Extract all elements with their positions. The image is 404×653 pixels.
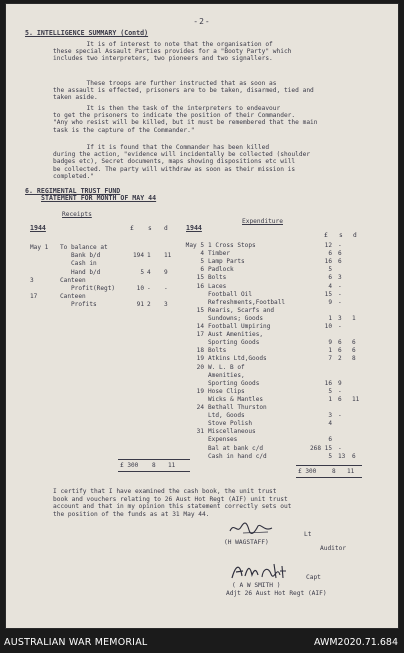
expenditure-date: 24 — [196, 404, 204, 411]
expenditure-date: 15 — [196, 274, 204, 282]
expenditure-pounds: 4 — [328, 282, 332, 290]
receipt-pounds: 91 — [136, 301, 144, 309]
paragraph-line: includes two interpreters, two pioneers and two signallers. — [53, 55, 273, 63]
expenditure-description: Laces — [208, 282, 227, 290]
expenditure-pounds: 16 — [324, 379, 332, 387]
expenditure-date: 31 — [196, 428, 204, 436]
auditor-rank: Lt — [304, 531, 312, 538]
expenditure-description: Sporting Goods — [208, 339, 260, 347]
receipt-shillings: 1 — [147, 252, 151, 260]
receipt-pence: 11 — [164, 252, 172, 260]
expenditure-description: Timber — [208, 250, 231, 258]
adjutant-name: ( A W SMITH ) — [232, 582, 281, 589]
receipts-year: 1944 — [30, 224, 46, 232]
expenditure-shillings: 3 — [338, 314, 342, 322]
adjutant-signature-icon — [230, 560, 290, 582]
receipt-description: Hand b/d — [60, 268, 101, 276]
paragraph-line: taken aside. — [53, 94, 98, 102]
receipts-rule-top — [118, 459, 190, 460]
expenditure-description: Bal at bank c/d — [208, 444, 264, 452]
expenditure-pounds: 268 15 — [309, 444, 332, 452]
expenditure-date: 19 — [196, 387, 204, 395]
expenditure-pounds: 3 — [328, 412, 332, 420]
expenditure-pounds: 7 — [328, 355, 332, 363]
auditor-name: (H WAGSTAFF) — [224, 539, 269, 546]
paragraph-line: "Any who resist will be killed, but it must be remembered that the main — [53, 119, 318, 127]
expenditure-date: May 5 — [185, 242, 204, 249]
document-page — [6, 4, 398, 628]
expenditure-pounds: 5 — [328, 387, 332, 395]
expenditure-pounds: 5 — [328, 452, 332, 460]
expenditure-description: Bolts — [208, 274, 227, 282]
receipt-shillings: 2 — [147, 301, 151, 309]
receipt-pounds: 10 — [136, 285, 144, 292]
paragraph-line: It is then the task of the interpreters to endeavour — [53, 105, 281, 112]
expenditure-pounds: 6 — [328, 250, 332, 258]
expenditure-description: Ltd, Goods — [208, 412, 245, 420]
expenditure-pounds: 10 — [324, 323, 332, 330]
expenditure-description: W. L. B of — [208, 363, 245, 371]
expenditure-description: Sporting Goods — [208, 379, 260, 387]
expenditure-rule-top — [296, 465, 362, 466]
adjutant-role: Adjt 26 Aust Hot Regt (AIF) — [226, 590, 327, 597]
receipt-shillings: - — [147, 285, 151, 292]
expenditure-description: Sundowns; Goods — [208, 314, 264, 322]
expenditure-description: Amenities, — [208, 371, 245, 379]
expenditure-shillings: - — [338, 387, 342, 395]
expenditure-description: Aust Amenities, — [208, 331, 264, 339]
expenditure-pence: 6 — [352, 347, 356, 355]
expenditure-description: Hose Clips — [208, 387, 245, 395]
receipt-pence: 3 — [164, 301, 168, 309]
expenditure-col-pence: d — [353, 232, 357, 239]
expenditure-title: Expenditure — [242, 218, 283, 225]
expenditure-description: Cash in hand c/d — [208, 452, 267, 460]
paragraph-line: task is the capture of the Commander." — [53, 126, 195, 134]
receipt-description: Profit(Regt) — [60, 285, 116, 292]
expenditure-pounds: 1 — [328, 347, 332, 355]
expenditure-shillings: 6 — [338, 395, 342, 403]
expenditure-total-pounds: £ 300 — [298, 468, 317, 475]
expenditure-date: 6 — [200, 266, 204, 274]
paragraph-line: completed." — [53, 172, 94, 180]
paragraph-line: during the action, "evidence will incidentally be collected (shoulder — [53, 151, 311, 159]
expenditure-description: Football Oil — [208, 290, 253, 298]
section-6-subheading: STATEMENT FOR MONTH OF MAY 44 — [41, 194, 157, 202]
footer-accession-number: AWM2020.71.684 — [313, 637, 398, 648]
paragraph-line: badges etc), Secret documents, maps showing dispositions etc will — [53, 158, 296, 166]
expenditure-shillings: 6 — [338, 250, 342, 258]
expenditure-description: 1 Cross Stops — [208, 242, 256, 249]
paragraph-line: It is of interest to note that the organisation of — [53, 41, 273, 48]
expenditure-total-shillings: 8 — [332, 468, 336, 475]
expenditure-pence: 11 — [352, 395, 360, 403]
expenditure-description: Miscellaneous — [208, 428, 256, 436]
receipt-pence: 9 — [164, 268, 168, 276]
receipts-col-shillings: s — [148, 225, 152, 232]
auditor-signature-icon — [228, 520, 274, 536]
expenditure-pence: 6 — [352, 339, 356, 347]
expenditure-shillings: 3 — [338, 274, 342, 282]
expenditure-description: Atkins Ltd,Goods — [208, 355, 267, 363]
expenditure-pounds: 1 — [328, 314, 332, 322]
expenditure-shillings: 6 — [338, 339, 342, 347]
section-6-heading: 6. REGIMENTAL TRUST FUND — [25, 187, 121, 195]
expenditure-pounds: 6 — [328, 436, 332, 444]
expenditure-description: Football Umpiring — [208, 323, 271, 330]
expenditure-shillings: - — [338, 242, 342, 249]
receipt-date: 3 — [30, 276, 34, 284]
expenditure-description: Wicks & Mantles — [208, 395, 264, 403]
expenditure-date: 5 — [200, 258, 204, 266]
paragraph-line: these special Assault Parties provides for a "Booty Party" which — [53, 48, 292, 56]
expenditure-shillings: - — [338, 298, 342, 306]
receipts-total-pence: 11 — [168, 462, 176, 469]
expenditure-description: Padlock — [208, 266, 234, 274]
expenditure-description: Bethall Thurston — [208, 404, 267, 411]
receipts-total-shillings: 8 — [152, 462, 156, 469]
paragraph-line: to get the prisoners to indicate the position of their Commander. — [53, 112, 296, 120]
expenditure-date: 14 — [196, 323, 204, 330]
receipts-rule-bottom — [118, 471, 190, 472]
expenditure-total-pence: 11 — [347, 468, 355, 475]
expenditure-shillings: - — [338, 282, 342, 290]
receipt-description: Profits — [60, 301, 97, 309]
expenditure-col-shillings: s — [339, 232, 343, 239]
expenditure-pounds: 15 — [324, 290, 332, 298]
expenditure-description: Refreshments,Football — [208, 298, 286, 306]
receipt-description: Canteen — [60, 276, 86, 284]
expenditure-pounds: 12 — [324, 242, 332, 249]
expenditure-pounds: 4 — [328, 420, 332, 428]
receipt-pence: - — [164, 285, 168, 292]
expenditure-pounds: 6 — [328, 274, 332, 282]
expenditure-col-pounds: £ — [324, 232, 328, 239]
receipt-date: 17 — [30, 293, 38, 301]
receipts-title: Receipts — [62, 211, 92, 218]
expenditure-shillings: - — [338, 323, 342, 330]
receipts-total-pounds: £ 300 — [120, 462, 139, 469]
expenditure-shillings: - — [338, 444, 342, 452]
section-5-heading: 5. INTELLIGENCE SUMMARY (Contd) — [25, 29, 149, 37]
auditor-role: Auditor — [320, 545, 347, 552]
expenditure-description: Lamp Parts — [208, 258, 245, 266]
paragraph-line: the assault is effected, prisoners are to be taken, disarmed, tied and — [53, 87, 314, 95]
expenditure-pounds: 16 — [324, 258, 332, 266]
paragraph-line: If it is found that the Commander has been killed — [53, 144, 270, 151]
receipt-description: Canteen — [60, 293, 86, 301]
expenditure-date: 4 — [200, 250, 204, 258]
expenditure-description: Rearis, Scarfs and — [208, 306, 275, 314]
paragraph-line: be collected. The party will withdraw as soon as their mission is — [53, 165, 296, 173]
receipt-date: May 1 — [30, 244, 49, 251]
paragraph-line: These troops are further instructed that as soon as — [53, 80, 277, 87]
expenditure-date: 19 — [196, 355, 204, 363]
page-number: -2- — [193, 17, 211, 26]
footer-institution: AUSTRALIAN WAR MEMORIAL — [4, 637, 148, 648]
receipt-shillings: 4 — [147, 268, 151, 276]
certificate-line: the position of the funds as at 31 May 44. — [53, 510, 210, 518]
expenditure-description: Expenses — [208, 436, 238, 444]
receipts-col-pence: d — [164, 225, 168, 232]
expenditure-date: 15 — [196, 306, 204, 314]
expenditure-shillings: 9 — [338, 379, 342, 387]
expenditure-shillings: 6 — [338, 258, 342, 266]
expenditure-shillings: 13 — [338, 452, 346, 460]
expenditure-shillings: - — [338, 412, 342, 420]
expenditure-date: 20 — [196, 363, 204, 371]
expenditure-pence: 8 — [352, 355, 356, 363]
expenditure-pounds: 9 — [328, 339, 332, 347]
certificate-line: I certify that I have examined the cash book, the unit trust — [53, 488, 277, 495]
receipt-description: Cash in — [60, 260, 97, 268]
expenditure-year: 1944 — [186, 224, 202, 232]
expenditure-shillings: - — [338, 290, 342, 298]
receipts-col-pounds: £ — [130, 225, 134, 232]
receipt-pounds: 194 — [132, 252, 144, 260]
expenditure-date: 17 — [196, 331, 204, 339]
certificate-line: book and vouchers relating to 26 Aust Hot Regt (AIF) unit trust — [53, 495, 288, 503]
receipt-description: Bank b/d — [60, 252, 101, 260]
receipt-description: To balance at — [60, 244, 108, 251]
expenditure-date: 16 — [196, 282, 204, 290]
expenditure-date: 18 — [196, 347, 204, 355]
expenditure-description: Stove Polish — [208, 420, 253, 428]
expenditure-pence: 6 — [352, 452, 356, 460]
receipt-pounds: 5 — [140, 268, 144, 276]
archive-footer — [0, 632, 404, 653]
adjutant-rank: Capt — [306, 574, 321, 581]
expenditure-rule-bottom — [296, 477, 362, 478]
expenditure-shillings: 6 — [338, 347, 342, 355]
expenditure-pence: 1 — [352, 314, 356, 322]
expenditure-pounds: 9 — [328, 298, 332, 306]
expenditure-description: Bolts — [208, 347, 227, 355]
expenditure-pounds: 1 — [328, 395, 332, 403]
certificate-line: account and that in my opinion this statement correctly sets out — [53, 503, 292, 511]
expenditure-shillings: 2 — [338, 355, 342, 363]
expenditure-pounds: 5 — [328, 266, 332, 274]
